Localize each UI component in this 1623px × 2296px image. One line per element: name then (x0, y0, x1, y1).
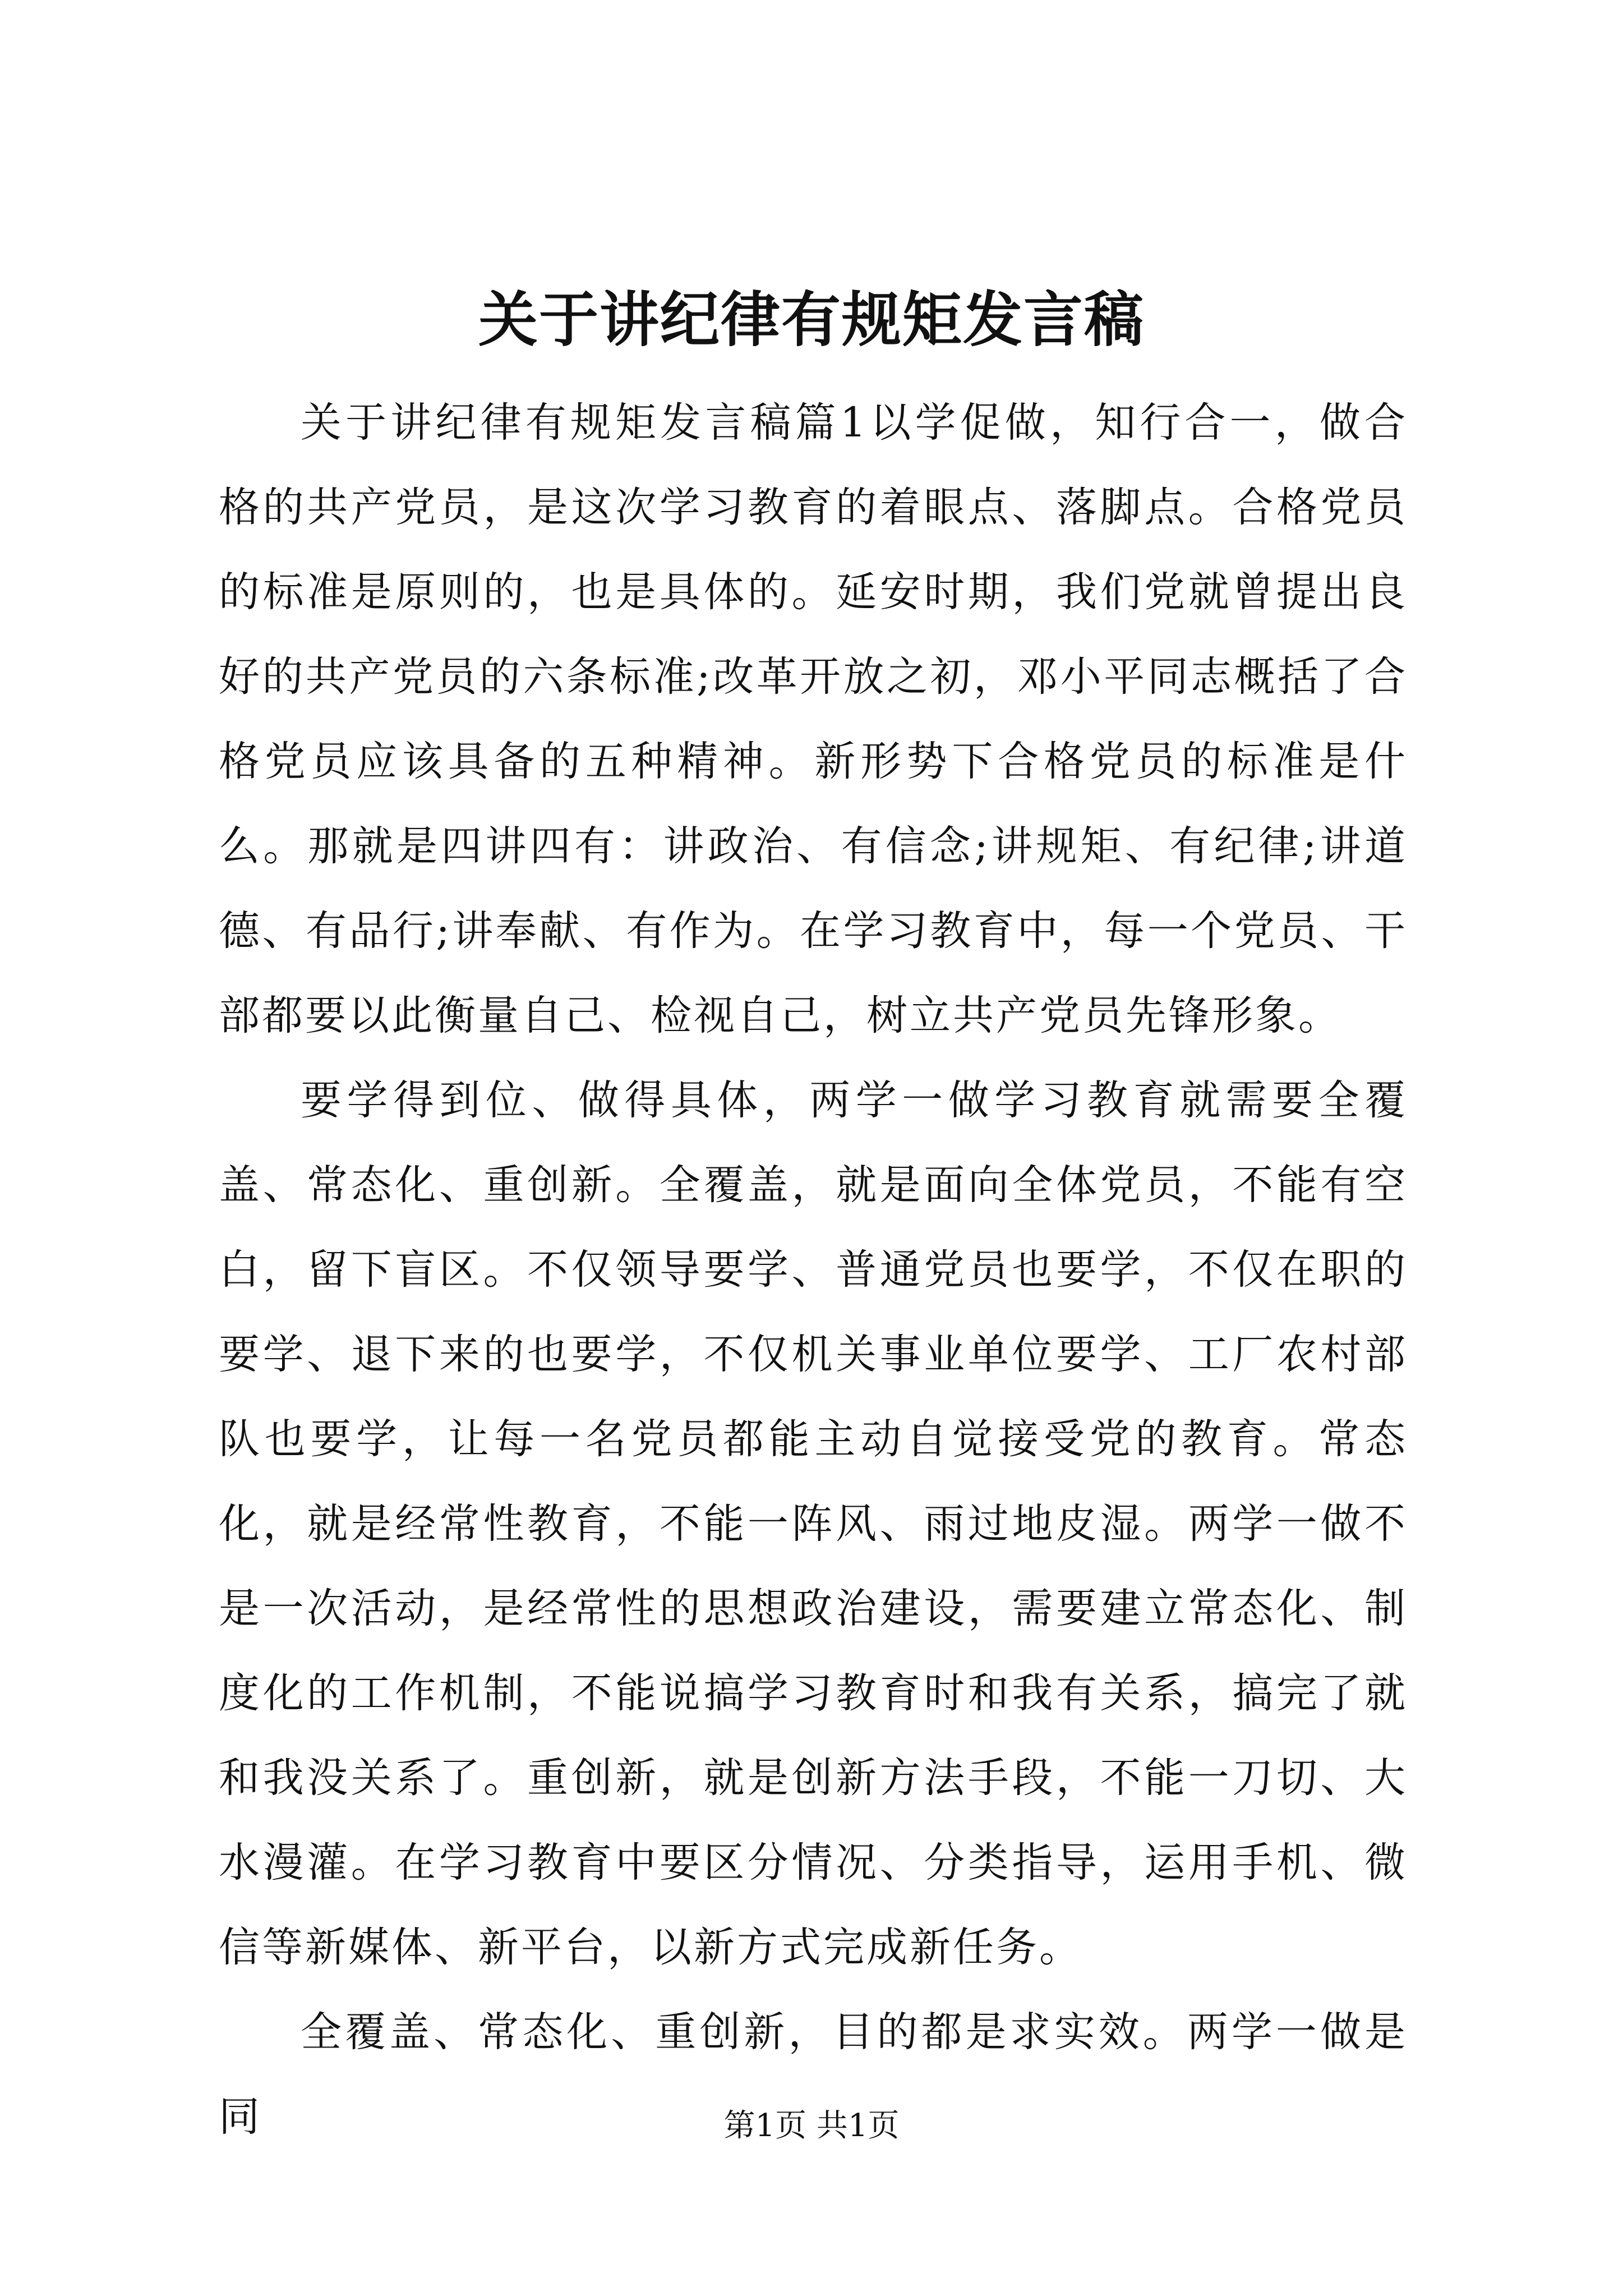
paragraph: 要学得到位、做得具体，两学一做学习教育就需要全覆盖、常态化、重创新。全覆盖，就是面向全体党员，不能有空白，留下盲区。不仅领导要学、普通党员也要学，不仅在职的要学、退下来的也要学，不仅机关事业单位要学、工厂农村部队也要学，让每一名党员都能主动自觉接受党的教育。常态化，就是经常性教育，不能一阵风、雨过地皮湿。两学一做不是一次活动，是经常性的思想政治建设，需要建立常态化、制度化的工作机制，不能说搞学习教育时和我有关系，搞完了就和我没关系了。重创新，就是创新方法手段，不能一刀切、大水漫灌。在学习教育中要区分情况、分类指导，运用手机、微信等新媒体、新平台，以新方式完成新任务。 (219, 1076, 1408, 1971)
document-body (219, 380, 1408, 2159)
paragraph: 关于讲纪律有规矩发言稿篇1以学促做，知行合一，做合格的共产党员，是这次学习教育的着眼点、落脚点。合格党员的标准是原则的，也是具体的。延安时期，我们党就曾提出良好的共产党员的六条标准;改革开放之初，邓小平同志概括了合格党员应该具备的五种精神。新形势下合格党员的标准是什么。那就是四讲四有：讲政治、有信念;讲规矩、有纪律;讲道德、有品行;讲奉献、有作为。在学习教育中，每一个党员、干部都要以此衡量自己、检视自己，树立共产党员先锋形象。 (219, 399, 1408, 1039)
page-number-footer: 第1页 共1页 (723, 2108, 900, 2144)
paragraph: 全覆盖、常态化、重创新，目的都是求实效。两学一做是同 (219, 2008, 1408, 2141)
document-title: 关于讲纪律有规矩发言稿 (478, 284, 1145, 355)
